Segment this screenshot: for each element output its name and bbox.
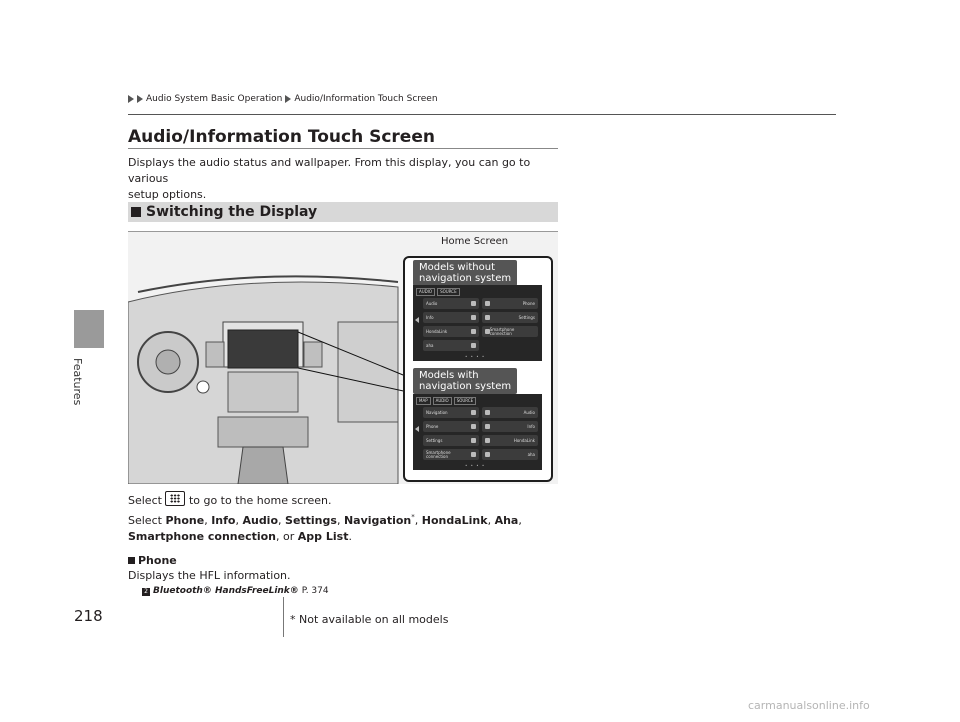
app-tile-label: Audio	[523, 409, 535, 415]
callout-text: navigation system	[419, 381, 512, 392]
breadcrumb	[128, 94, 438, 104]
text: ,	[336, 514, 341, 527]
app-tile[interactable]	[482, 298, 538, 309]
info-icon	[485, 424, 490, 429]
app-tile-label: HondaLink	[513, 437, 535, 443]
text: Select	[128, 494, 162, 507]
app-tile[interactable]	[482, 435, 538, 446]
app-tile-label: Settings	[518, 314, 535, 320]
app-tile[interactable]	[423, 326, 479, 337]
hondalink-icon	[485, 438, 490, 443]
home-icon	[165, 491, 185, 506]
screen-tab[interactable]: MAP	[416, 397, 431, 405]
instruction-line	[128, 491, 522, 509]
text: Select	[128, 514, 162, 527]
section-title: Switching the Display	[146, 204, 318, 220]
hondalink-icon	[471, 329, 476, 334]
screen-tabs	[413, 285, 542, 296]
footnote-marker: *	[411, 513, 415, 521]
breadcrumb-arrow-icon	[128, 95, 134, 103]
option-navigation: Navigation	[343, 514, 412, 527]
callout-with-nav	[413, 368, 517, 394]
instructions	[128, 491, 522, 545]
home-screen-without-nav	[413, 285, 542, 361]
callout-text: Models without	[419, 262, 496, 273]
chapter-tab	[74, 310, 104, 348]
screen-tab[interactable]: AUDIO	[433, 397, 452, 405]
aha-icon	[471, 343, 476, 348]
intro-paragraph	[128, 155, 558, 203]
home-screen-with-nav	[413, 394, 542, 470]
footnote-rule	[283, 597, 284, 637]
prev-page-icon[interactable]	[415, 426, 419, 432]
app-tile-label: aha	[426, 342, 434, 348]
text: ,	[235, 514, 239, 527]
screen-tab[interactable]: AUDIO	[416, 288, 435, 296]
text: ,	[518, 514, 522, 527]
gear-icon	[471, 438, 476, 443]
page-dots: • • • •	[465, 354, 486, 359]
app-tile[interactable]	[423, 421, 479, 432]
app-tile-label: Smartphone connection	[489, 326, 515, 336]
app-tile[interactable]	[482, 449, 538, 460]
callout-without-nav	[413, 260, 517, 286]
app-tile-label: Settings	[426, 437, 443, 443]
app-tile[interactable]	[423, 449, 479, 460]
home-screen-callout	[403, 256, 553, 482]
text: .	[348, 530, 352, 543]
home-screen-label: Home Screen	[441, 236, 509, 247]
app-tile-label: Info	[527, 423, 535, 429]
text: ,	[414, 514, 419, 527]
app-tile-label: Navigation	[426, 409, 448, 415]
text: ,	[487, 514, 492, 527]
app-tile[interactable]	[423, 435, 479, 446]
app-tile-label: aha	[527, 451, 535, 457]
header-rule	[128, 114, 836, 115]
callout-text: navigation system	[419, 273, 512, 284]
text: ,	[276, 530, 280, 543]
text: ,	[204, 514, 208, 527]
phone-heading	[128, 554, 177, 567]
app-tile[interactable]	[423, 407, 479, 418]
app-tile-label: Audio	[426, 300, 438, 306]
prev-page-icon[interactable]	[415, 317, 419, 323]
section-square-icon	[131, 207, 141, 217]
phone-icon	[485, 301, 490, 306]
app-tile[interactable]	[482, 407, 538, 418]
option-aha: Aha	[494, 514, 519, 527]
smartphone-icon	[471, 452, 476, 457]
app-tile[interactable]	[482, 312, 538, 323]
watermark: carmanualsonline.info	[748, 699, 870, 712]
title-rule	[128, 148, 558, 149]
option-applist: App List	[297, 530, 349, 543]
phone-heading-text: Phone	[138, 554, 177, 567]
navigation-icon	[471, 410, 476, 415]
intro-line: setup options.	[128, 188, 207, 201]
phone-icon	[471, 424, 476, 429]
option-audio: Audio	[242, 514, 279, 527]
option-smartphone: Smartphone connection	[128, 530, 277, 543]
app-grid	[423, 298, 538, 351]
app-tile[interactable]	[423, 312, 479, 323]
music-icon	[485, 410, 490, 415]
app-tile[interactable]	[423, 298, 479, 309]
app-tile-label: HondaLink	[426, 328, 448, 334]
option-hondalink: HondaLink	[421, 514, 488, 527]
gear-icon	[485, 315, 490, 320]
app-tile-label: Phone	[426, 423, 439, 429]
music-icon	[471, 301, 476, 306]
phone-description: Displays the HFL information.	[128, 569, 291, 582]
app-tile-label: Info	[426, 314, 434, 320]
app-tile[interactable]	[482, 421, 538, 432]
callout-text: Models with	[419, 370, 479, 381]
app-tile[interactable]	[423, 340, 479, 351]
page-number: 218	[74, 607, 103, 625]
xref-page: P. 374	[301, 586, 329, 596]
text: ,	[278, 514, 282, 527]
chapter-label: Features	[71, 358, 84, 406]
app-tile-label: Smartphone connection	[426, 449, 451, 459]
app-tile-label: Phone	[522, 300, 535, 306]
info-icon	[471, 315, 476, 320]
text: or	[283, 530, 295, 543]
breadcrumb-item[interactable]: Audio System Basic Operation	[146, 94, 283, 104]
page-title: Audio/Information Touch Screen	[128, 127, 435, 147]
footnote: * Not available on all models	[290, 613, 449, 626]
section-heading	[128, 202, 558, 222]
option-phone: Phone	[165, 514, 205, 527]
instruction-line	[128, 529, 522, 545]
breadcrumb-arrow-icon	[137, 95, 143, 103]
instruction-line	[128, 509, 522, 529]
screen-tabs	[413, 394, 542, 405]
screen-tab[interactable]: SOURCE	[454, 397, 477, 405]
screen-tab[interactable]: SOURCE	[437, 288, 460, 296]
xref-title: Bluetooth® HandsFreeLink®	[153, 586, 299, 596]
app-tile[interactable]	[482, 326, 538, 337]
option-settings: Settings	[285, 514, 337, 527]
page-dots: • • • •	[465, 463, 486, 468]
option-info: Info	[211, 514, 236, 527]
app-grid	[423, 407, 538, 460]
aha-icon	[485, 452, 490, 457]
text: to go to the home screen.	[188, 494, 332, 507]
intro-line: Displays the audio status and wallpaper. From this display, you can go to various	[128, 156, 531, 185]
cross-reference[interactable]	[142, 586, 329, 596]
reference-icon: 2	[142, 588, 150, 596]
breadcrumb-arrow-icon	[285, 95, 291, 103]
breadcrumb-item[interactable]: Audio/Information Touch Screen	[294, 94, 438, 104]
bullet-square-icon	[128, 557, 135, 564]
